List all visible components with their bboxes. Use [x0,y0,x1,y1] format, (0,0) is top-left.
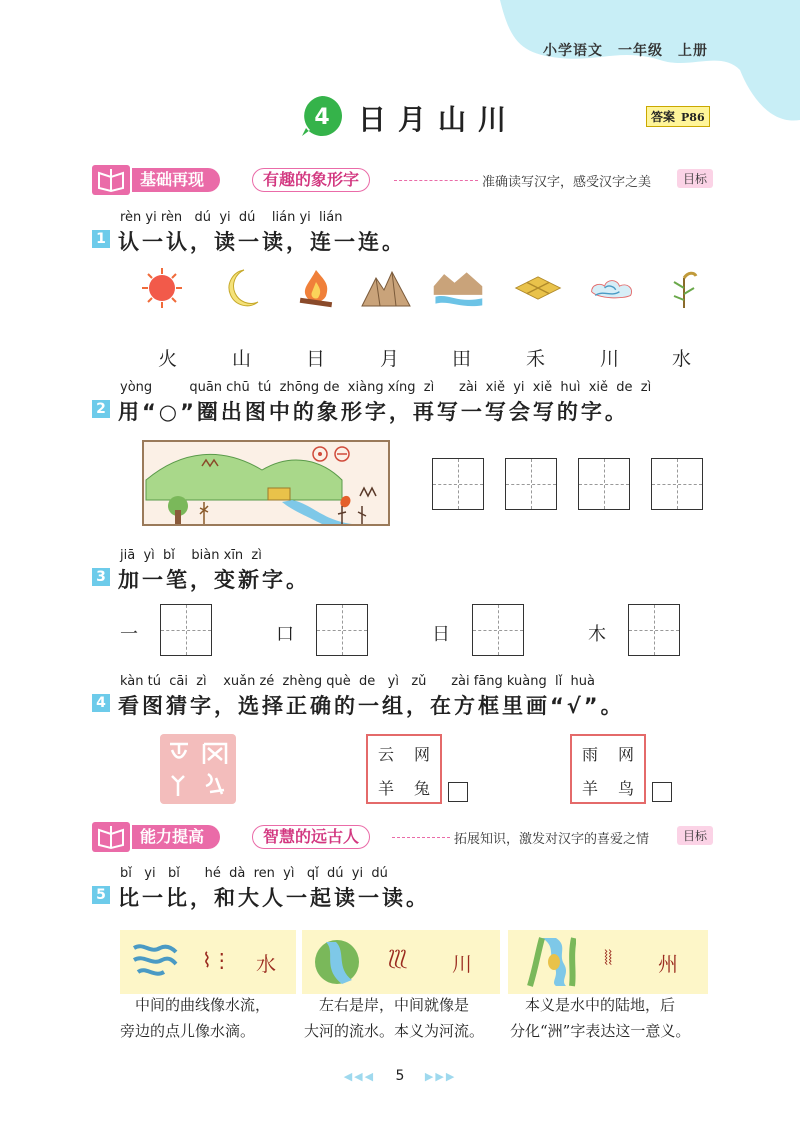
section-divider [392,837,450,838]
prev-arrows-icon: ◀◀◀ [343,1070,376,1083]
q1-char[interactable]: 禾 [526,348,546,370]
q3-pinyin: jiā yì bǐ biàn xīn zì [120,548,262,563]
q1-pinyin: rèn yi rèn dú yi dú lián yi lián [120,210,343,225]
sun-icon[interactable] [136,266,188,310]
option-group-1 [366,734,442,804]
next-arrows-icon: ▶▶▶ [424,1070,457,1083]
ancient-script-stream: ⟅⟅⟅ [388,946,406,970]
water-icon [130,938,180,986]
page-number: 5 [395,1068,405,1084]
q2-number: 2 [92,400,110,418]
q5-pinyin: bǐ yi bǐ hé dà ren yì qǐ dú yi dú [120,866,388,881]
goal-tag: 目标 [677,826,713,845]
option-char: 羊 [581,778,598,798]
writing-box[interactable] [316,604,368,656]
section-divider [394,180,478,181]
book-icon [92,822,130,852]
evolution-panel-water [120,930,296,994]
writing-box[interactable] [505,458,557,510]
q1-number: 1 [92,230,110,248]
section-goal: 拓展知识，激发对汉字的喜爱之情 [454,832,650,847]
ancient-script-water: ⌇⋮ [202,948,232,972]
option-char: 鸟 [617,778,634,798]
q3-base-char: 口 [276,624,294,645]
option-char: 网 [617,744,634,764]
q4-pinyin: kàn tú cāi zì xuǎn zé zhèng què de yì zǔ zài fāng kuàng lǐ huà [120,674,595,689]
evolution-panel-continent [508,930,708,994]
q1-char[interactable]: 川 [600,348,620,370]
q2-text: 用“○”圈出图中的象形字，再写一写会写的字。 [118,400,629,424]
q3-base-char: 木 [588,624,606,645]
q1-text: 认一认，读一读，连一连。 [118,230,406,254]
answer-reference[interactable]: 答案 P86 [646,106,710,127]
cloud-icon[interactable] [586,266,638,310]
section-advanced-bar [92,822,718,852]
option-char: 云 [377,744,394,764]
q3-base-char: 日 [432,624,450,645]
field-icon[interactable] [512,266,564,310]
lesson-title: 日月山川 [358,103,519,136]
modern-char: 川 [452,952,472,976]
mountain-icon[interactable] [360,266,412,310]
q5-number: 5 [92,886,110,904]
section-title: 基础再现 [132,168,220,192]
section-title: 能力提高 [132,825,220,849]
option-1-checkbox[interactable] [448,782,468,802]
option-char: 雨 [581,744,598,764]
q1-char[interactable]: 火 [158,348,178,370]
writing-box[interactable] [578,458,630,510]
option-group-2 [570,734,646,804]
lesson-number-badge [300,94,344,138]
ancient-script-seal [160,734,236,804]
q5-text: 比一比，和大人一起读一读。 [118,886,430,910]
book-icon [92,165,130,195]
panel-caption: 中间的曲线像水流， 旁边的点儿像水滴。 [120,996,271,1040]
landscape-picture[interactable] [142,440,390,526]
modern-char: 水 [256,952,276,976]
section-subtitle: 智慧的远古人 [252,825,370,849]
ancient-script-continent: ⦚⦚ [604,946,613,970]
writing-box[interactable] [628,604,680,656]
writing-box[interactable] [432,458,484,510]
option-char: 羊 [377,778,394,798]
panel-caption: 本义是水中的陆地，后 分化“洲”字表达这一意义。 [510,996,691,1040]
q1-char[interactable]: 月 [380,348,400,370]
q1-char[interactable]: 日 [306,348,326,370]
grain-icon[interactable] [658,266,710,310]
book-title: 小学语文 一年级 上册 [543,43,708,59]
section-basic-bar [92,165,718,195]
q2-pinyin: yòng quān chū tú zhōng de xiàng xíng zì zài xiě yi xiě huì xiě de zì [120,380,652,395]
option-2-checkbox[interactable] [652,782,672,802]
moon-icon[interactable] [214,266,266,310]
writing-box[interactable] [472,604,524,656]
q1-char[interactable]: 山 [232,348,252,370]
fire-icon[interactable] [290,266,342,310]
goal-tag: 目标 [677,169,713,188]
q1-char[interactable]: 田 [452,348,472,370]
q4-text: 看图猜字，选择正确的一组，在方框里画“√”。 [118,694,625,718]
modern-char: 州 [658,952,678,976]
river-icon [312,938,362,986]
evolution-panel-stream [302,930,500,994]
q1-char[interactable]: 水 [672,348,692,370]
q3-base-char: 一 [120,624,138,645]
writing-box[interactable] [160,604,212,656]
panel-caption: 左右是岸，中间就像是 大河的流水。本义为河流。 [304,996,485,1040]
section-subtitle: 有趣的象形字 [252,168,370,192]
option-char: 兔 [413,778,430,798]
option-char: 网 [413,744,430,764]
section-goal: 准确读写汉字，感受汉字之美 [482,175,652,190]
q4-number: 4 [92,694,110,712]
svg-text:4: 4 [314,105,330,130]
q3-text: 加一笔，变新字。 [118,568,310,592]
writing-box[interactable] [651,458,703,510]
island-icon [526,936,576,988]
q3-number: 3 [92,568,110,586]
river-icon[interactable] [432,266,484,310]
page-footer [0,1068,800,1084]
